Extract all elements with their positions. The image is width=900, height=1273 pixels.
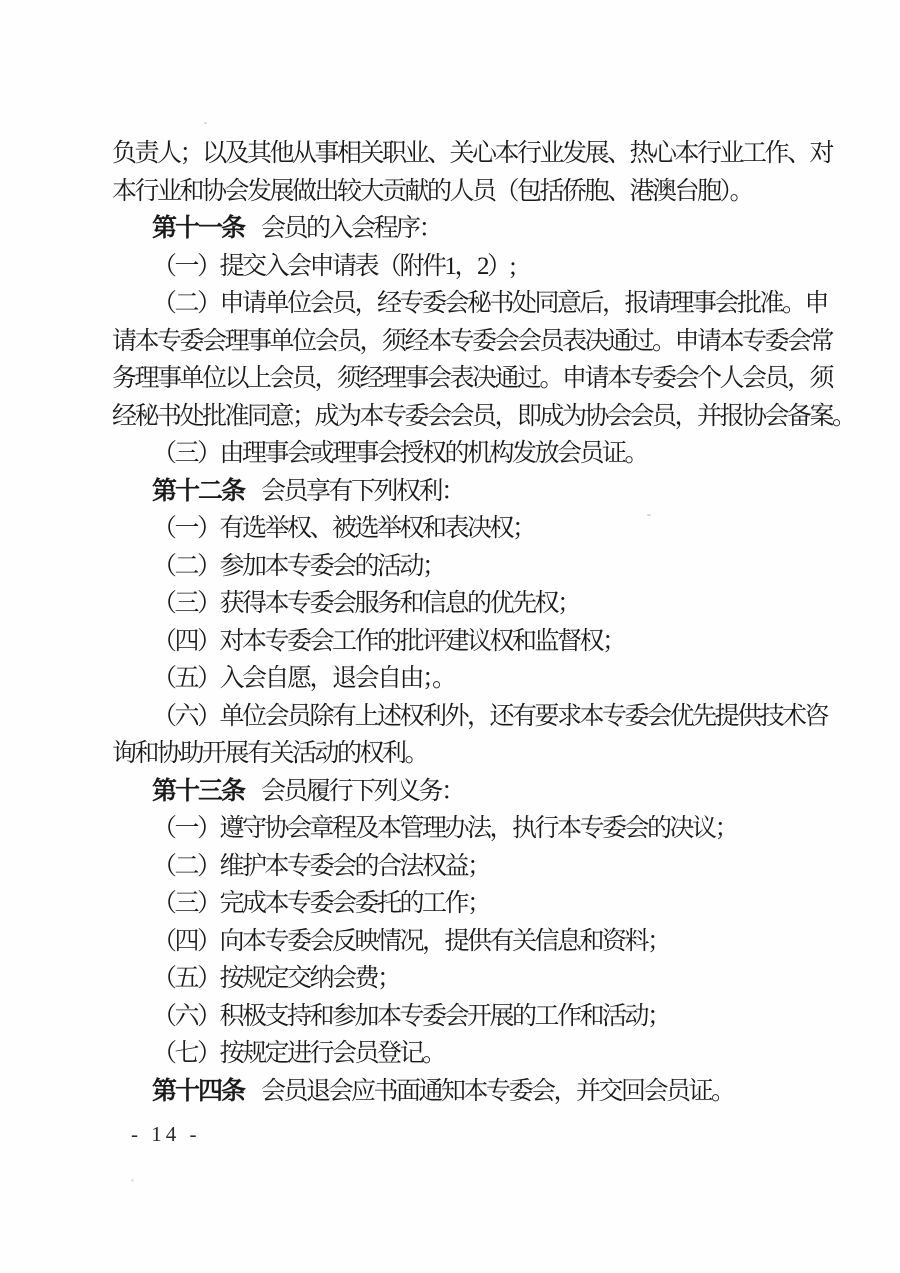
page-number: - 14 - <box>131 1122 201 1146</box>
text-line: 询和协助开展有关活动的权利。 <box>112 740 428 767</box>
text-line: 本行业和协会发展做出较大贡献的人员（包括侨胞、港澳台胞）。 <box>112 177 753 205</box>
text-line: （二）申请单位会员，经专委会秘书处同意后，报请理事会批准。申 <box>152 290 828 317</box>
text-line: （二）参加本专委会的活动； <box>152 552 445 580</box>
text-line: （一）提交入会申请表（附件1，2）; <box>152 252 514 280</box>
text-line: （四）对本专委会工作的批评建议权和监督权； <box>152 627 625 655</box>
text-line: （七）按规定进行会员登记。 <box>152 1040 445 1067</box>
article-line <box>112 773 812 811</box>
scan-speck <box>647 514 651 516</box>
article-line <box>112 210 812 248</box>
text-line: （五）入会自愿，退会自由；。 <box>152 665 455 692</box>
text-line: （一）遵守协会章程及本管理办法，执行本专委会的决议； <box>152 815 738 842</box>
text-line: （四）向本专委会反映情况，提供有关信息和资料； <box>152 927 670 955</box>
text-line: 请本专委会理事单位会员，须经本专委会会员表决通过。申请本专委会常 <box>112 327 833 355</box>
text-line: （六）单位会员除有上述权利外，还有要求本专委会优先提供技术咨 <box>152 702 828 730</box>
scan-speck <box>131 1179 134 1182</box>
text-line: （五）按规定交纳会费； <box>152 965 400 992</box>
text-line: 经秘书处批准同意；成为本专委会会员，即成为协会会员，并报协会备案。 <box>112 402 855 430</box>
document-body <box>112 135 855 1110</box>
article-line <box>112 1073 812 1111</box>
article-number-label: 第十一条 <box>152 214 245 242</box>
text-line: （六）积极支持和参加本专委会开展的工作和活动； <box>152 1002 670 1030</box>
scan-speck <box>204 122 207 124</box>
article-number-label: 第十二条 <box>152 476 245 505</box>
article-number-label: 第十三条 <box>152 776 245 805</box>
text-line: （二）维护本专委会的合法权益； <box>152 852 490 880</box>
article-title-text: 会员退会应书面通知本专委会，并交回会员证。 <box>261 1077 734 1105</box>
text-line: （三）完成本专委会委托的工作； <box>152 890 490 917</box>
article-title-text: 会员履行下列义务： <box>261 777 464 805</box>
text-line: 务理事单位以上会员，须经理事会表决通过。申请本专委会个人会员，须 <box>112 365 833 392</box>
article-title-text: 会员的入会程序： <box>261 215 442 242</box>
article-number-label: 第十四条 <box>152 1076 245 1105</box>
text-line: （一）有选举权、被选举权和表决权； <box>152 515 535 542</box>
text-line: （三）获得本专委会服务和信息的优先权； <box>152 590 580 617</box>
article-title-text: 会员享有下列权利： <box>261 477 464 505</box>
text-line: 负责人；以及其他从事相关职业、关心本行业发展、热心本行业工作、对 <box>112 140 833 167</box>
text-line: （三）由理事会或理事会授权的机构发放会员证。 <box>152 440 648 467</box>
article-line <box>112 473 812 511</box>
